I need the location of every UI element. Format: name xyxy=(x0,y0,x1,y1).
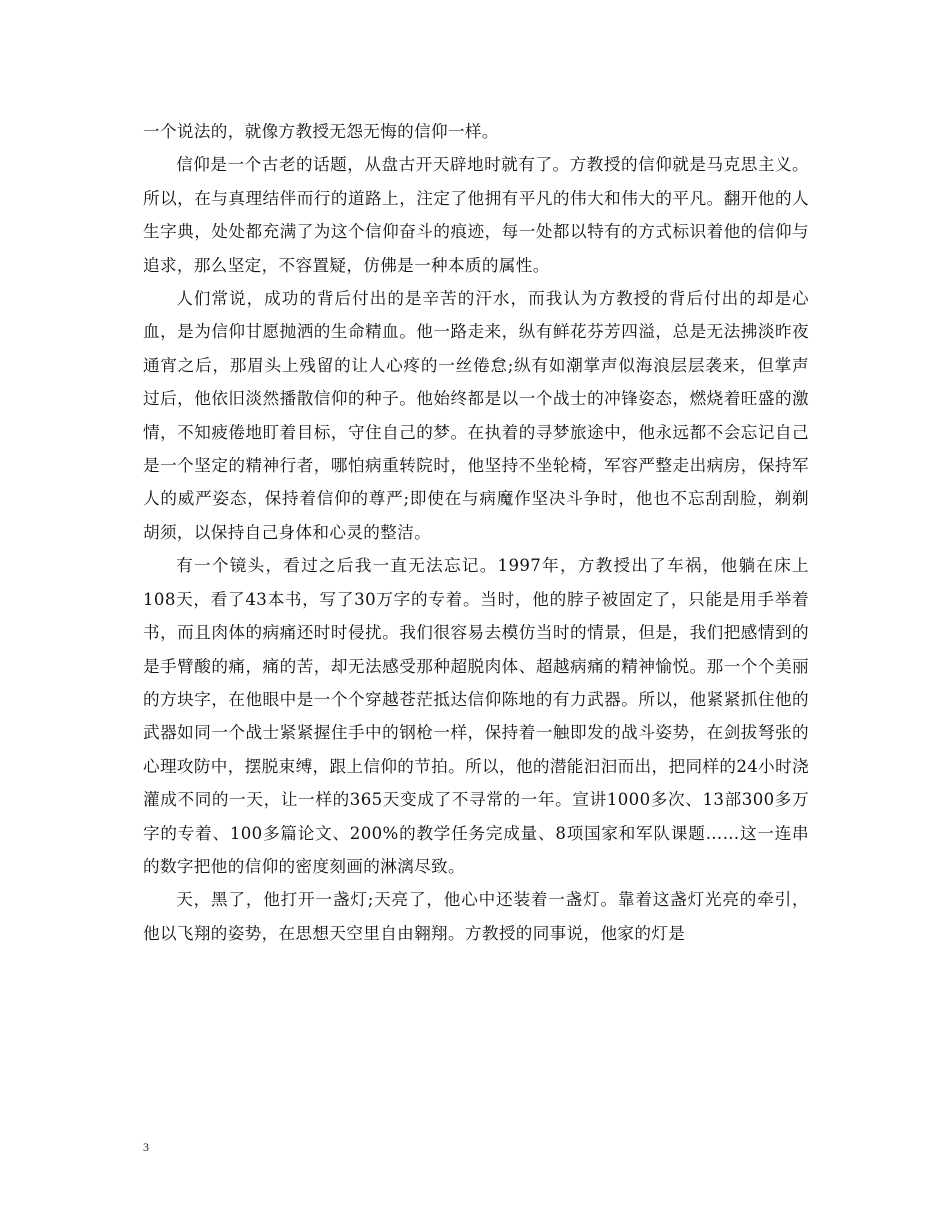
paragraph-dedication: 人们常说，成功的背后付出的是辛苦的汗水，而我认为方教授的背后付出的却是心血，是为信仰甘愿抛洒的生命精血。他一路走来，纵有鲜花芬芳四溢，总是无法拂淡昨夜通宵之后，那眉头上残留的让人心疼的一丝倦怠;纵有如潮掌声似海浪层层袭来，但掌声过后，他依旧淡然播散信仰的种子。他始终都是以一个战士的冲锋姿态，燃烧着旺盛的激情，不知疲倦地盯着目标，守住自己的梦。在执着的寻梦旅途中，他永远都不会忘记自己是一个坚定的精神行者，哪怕病重转院时，他坚持不坐轮椅，军容严整走出病房，保持军人的威严姿态，保持着信仰的尊严;即使在与病魔作坚决斗争时，他也不忘刮刮脸，剃剃胡须，以保持自己身体和心灵的整洁。 xyxy=(143,289,809,542)
paragraph-1997-accident: 有一个镜头，看过之后我一直无法忘记。1997年，方教授出了车祸，他躺在床上108天，看了43本书，写了30万字的专着。当时，他的脖子被固定了，只能是用手举着书，而且肉体的病痛还时时侵扰。我们很容易去模仿当时的情景，但是，我们把感情到的是手臂酸的痛，痛的苦，却无法感受那种超脱肉体、超越病痛的精神愉悦。那一个个美丽的方块字，在他眼中是一个个穿越苍茫抵达信仰陈地的有力武器。所以，他紧紧抓住他的武器如同一个战士紧紧握住手中的钢枪一样，保持着一触即发的战斗姿势，在剑拔弩张的心理攻防中，摆脱束缚，跟上信仰的节拍。所以，他的潜能汩汩而出，把同样的24小时浇灌成不同的一天，让一样的365天变成了不寻常的一年。宣讲1000多次、13部300多万字的专着、100多篇论文、200%的教学任务完成量、8项国家和军队课题……这一连串的数字把他的信仰的密度刻画的淋漓尽致。 xyxy=(143,556,809,876)
paragraph-lamp: 天，黑了，他打开一盏灯;天亮了，他心中还装着一盏灯。靠着这盏灯光亮的牵引，他以飞翔的姿势，在思想天空里自由翱翔。方教授的同事说，他家的灯是 xyxy=(143,890,809,943)
page-number: 3 xyxy=(143,1140,149,1154)
paragraph-faith: 信仰是一个古老的话题，从盘古开天辟地时就有了。方教授的信仰就是马克思主义。所以，在与真理结伴而行的道路上，注定了他拥有平凡的伟大和伟大的平凡。翻开他的人生字典，处处都充满了为这个信仰奋斗的痕迹，每一处都以特有的方式标识着他的信仰与追求，那么坚定，不容置疑，仿佛是一种本质的属性。 xyxy=(143,155,809,275)
paragraph-continuation: 一个说法的，就像方教授无怨无悔的信仰一样。 xyxy=(143,122,499,141)
body-text xyxy=(143,115,809,950)
